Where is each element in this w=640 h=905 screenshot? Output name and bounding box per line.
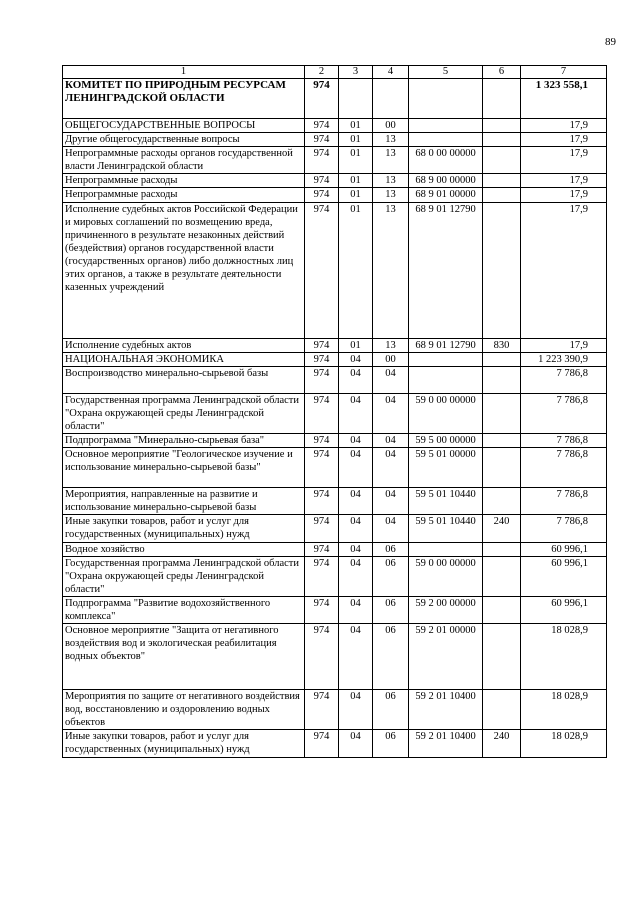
row-name: Непрограммные расходы органов государственной власти Ленинградской области bbox=[63, 147, 305, 174]
row-subsection-code: 00 bbox=[373, 119, 409, 133]
table-row bbox=[63, 188, 607, 202]
row-ved-code: 974 bbox=[305, 338, 339, 352]
row-expense-type bbox=[483, 366, 521, 393]
table-header-row bbox=[63, 66, 607, 79]
table-row bbox=[63, 79, 607, 119]
row-target-code: 59 5 01 10440 bbox=[409, 488, 483, 515]
row-ved-code: 974 bbox=[305, 542, 339, 556]
row-section-code: 04 bbox=[339, 434, 373, 448]
row-amount: 60 996,1 bbox=[521, 542, 607, 556]
row-section-code: 04 bbox=[339, 488, 373, 515]
table-row bbox=[63, 596, 607, 623]
row-expense-type bbox=[483, 174, 521, 188]
row-target-code: 68 9 01 00000 bbox=[409, 188, 483, 202]
row-target-code: 68 0 00 00000 bbox=[409, 147, 483, 174]
row-expense-type bbox=[483, 202, 521, 338]
row-ved-code: 974 bbox=[305, 188, 339, 202]
row-name: Водное хозяйство bbox=[63, 542, 305, 556]
row-subsection-code: 13 bbox=[373, 338, 409, 352]
table-row bbox=[63, 174, 607, 188]
row-expense-type bbox=[483, 624, 521, 690]
row-subsection-code: 04 bbox=[373, 434, 409, 448]
row-expense-type bbox=[483, 596, 521, 623]
table-row bbox=[63, 133, 607, 147]
table-row bbox=[63, 542, 607, 556]
row-amount: 17,9 bbox=[521, 202, 607, 338]
budget-table-body bbox=[63, 66, 607, 758]
row-section-code: 04 bbox=[339, 542, 373, 556]
column-header-5: 5 bbox=[409, 66, 483, 79]
row-amount: 60 996,1 bbox=[521, 596, 607, 623]
column-header-2: 2 bbox=[305, 66, 339, 79]
row-expense-type bbox=[483, 79, 521, 119]
row-target-code bbox=[409, 366, 483, 393]
row-amount: 7 786,8 bbox=[521, 366, 607, 393]
row-name: Другие общегосударственные вопросы bbox=[63, 133, 305, 147]
row-name: ОБЩЕГОСУДАРСТВЕННЫЕ ВОПРОСЫ bbox=[63, 119, 305, 133]
row-subsection-code: 04 bbox=[373, 515, 409, 542]
row-expense-type bbox=[483, 434, 521, 448]
row-target-code bbox=[409, 119, 483, 133]
row-name: Исполнение судебных актов Российской Федерации и мировых соглашений по возмещению вреда, причиненного в результате незаконных действий (бездействия) органов государственной власти (государственных органов) либо должностных лиц этих органов, а также в результате деятельности казенных учреждений bbox=[63, 202, 305, 338]
row-subsection-code: 13 bbox=[373, 202, 409, 338]
row-ved-code: 974 bbox=[305, 596, 339, 623]
row-amount: 7 786,8 bbox=[521, 488, 607, 515]
row-ved-code: 974 bbox=[305, 393, 339, 433]
row-amount: 60 996,1 bbox=[521, 556, 607, 596]
row-name: Исполнение судебных актов bbox=[63, 338, 305, 352]
row-name: Государственная программа Ленинградской области "Охрана окружающей среды Ленинградской области" bbox=[63, 393, 305, 433]
row-name: Государственная программа Ленинградской области "Охрана окружающей среды Ленинградской области" bbox=[63, 556, 305, 596]
row-section-code: 01 bbox=[339, 202, 373, 338]
row-ved-code: 974 bbox=[305, 488, 339, 515]
row-target-code: 59 0 00 00000 bbox=[409, 393, 483, 433]
row-expense-type bbox=[483, 147, 521, 174]
row-subsection-code: 13 bbox=[373, 188, 409, 202]
budget-table bbox=[62, 65, 607, 758]
table-row bbox=[63, 119, 607, 133]
row-name: НАЦИОНАЛЬНАЯ ЭКОНОМИКА bbox=[63, 352, 305, 366]
row-subsection-code: 13 bbox=[373, 147, 409, 174]
row-subsection-code: 06 bbox=[373, 542, 409, 556]
column-header-1: 1 bbox=[63, 66, 305, 79]
row-target-code: 68 9 01 12790 bbox=[409, 338, 483, 352]
row-amount: 18 028,9 bbox=[521, 730, 607, 757]
row-name: Непрограммные расходы bbox=[63, 174, 305, 188]
row-ved-code: 974 bbox=[305, 174, 339, 188]
row-expense-type bbox=[483, 542, 521, 556]
row-amount: 18 028,9 bbox=[521, 624, 607, 690]
row-target-code bbox=[409, 352, 483, 366]
row-expense-type: 240 bbox=[483, 730, 521, 757]
row-subsection-code: 06 bbox=[373, 690, 409, 730]
row-section-code: 01 bbox=[339, 133, 373, 147]
row-section-code: 01 bbox=[339, 147, 373, 174]
table-row bbox=[63, 690, 607, 730]
row-ved-code: 974 bbox=[305, 133, 339, 147]
row-ved-code: 974 bbox=[305, 434, 339, 448]
row-target-code: 68 9 00 00000 bbox=[409, 174, 483, 188]
row-ved-code: 974 bbox=[305, 690, 339, 730]
row-target-code bbox=[409, 542, 483, 556]
row-ved-code: 974 bbox=[305, 352, 339, 366]
row-subsection-code: 04 bbox=[373, 448, 409, 488]
row-section-code: 04 bbox=[339, 596, 373, 623]
row-name: Иные закупки товаров, работ и услуг для государственных (муниципальных) нужд bbox=[63, 515, 305, 542]
row-amount: 18 028,9 bbox=[521, 690, 607, 730]
row-name: Иные закупки товаров, работ и услуг для государственных (муниципальных) нужд bbox=[63, 730, 305, 757]
row-section-code: 04 bbox=[339, 624, 373, 690]
table-row bbox=[63, 147, 607, 174]
row-subsection-code: 04 bbox=[373, 488, 409, 515]
row-amount: 17,9 bbox=[521, 133, 607, 147]
row-expense-type bbox=[483, 690, 521, 730]
column-header-3: 3 bbox=[339, 66, 373, 79]
row-expense-type: 830 bbox=[483, 338, 521, 352]
row-name: Мероприятия по защите от негативного воздействия вод, восстановлению и оздоровлению водных объектов bbox=[63, 690, 305, 730]
row-section-code: 01 bbox=[339, 188, 373, 202]
row-ved-code: 974 bbox=[305, 730, 339, 757]
column-header-7: 7 bbox=[521, 66, 607, 79]
column-header-4: 4 bbox=[373, 66, 409, 79]
row-amount: 7 786,8 bbox=[521, 393, 607, 433]
row-ved-code: 974 bbox=[305, 79, 339, 119]
table-row bbox=[63, 202, 607, 338]
column-header-6: 6 bbox=[483, 66, 521, 79]
row-subsection-code: 06 bbox=[373, 596, 409, 623]
row-target-code: 59 0 00 00000 bbox=[409, 556, 483, 596]
row-subsection-code: 06 bbox=[373, 730, 409, 757]
table-row bbox=[63, 434, 607, 448]
row-subsection-code bbox=[373, 79, 409, 119]
row-section-code: 04 bbox=[339, 366, 373, 393]
row-subsection-code: 06 bbox=[373, 556, 409, 596]
row-ved-code: 974 bbox=[305, 556, 339, 596]
row-section-code: 01 bbox=[339, 174, 373, 188]
row-target-code: 59 5 01 00000 bbox=[409, 448, 483, 488]
row-expense-type bbox=[483, 393, 521, 433]
row-expense-type: 240 bbox=[483, 515, 521, 542]
row-subsection-code: 00 bbox=[373, 352, 409, 366]
row-target-code: 59 2 01 10400 bbox=[409, 690, 483, 730]
row-amount: 17,9 bbox=[521, 338, 607, 352]
row-amount: 17,9 bbox=[521, 147, 607, 174]
row-expense-type bbox=[483, 119, 521, 133]
row-target-code: 59 2 01 10400 bbox=[409, 730, 483, 757]
row-expense-type bbox=[483, 352, 521, 366]
row-name: Основное мероприятие "Защита от негативного воздействия вод и экологическая реабилитация водных объектов" bbox=[63, 624, 305, 690]
row-amount: 1 223 390,9 bbox=[521, 352, 607, 366]
row-expense-type bbox=[483, 188, 521, 202]
table-row bbox=[63, 556, 607, 596]
row-subsection-code: 13 bbox=[373, 133, 409, 147]
row-name: Мероприятия, направленные на развитие и использование минерально-сырьевой базы bbox=[63, 488, 305, 515]
row-name: Подпрограмма "Минерально-сырьевая база" bbox=[63, 434, 305, 448]
row-section-code: 04 bbox=[339, 730, 373, 757]
row-ved-code: 974 bbox=[305, 202, 339, 338]
row-ved-code: 974 bbox=[305, 515, 339, 542]
row-section-code: 04 bbox=[339, 515, 373, 542]
row-amount: 7 786,8 bbox=[521, 448, 607, 488]
row-subsection-code: 04 bbox=[373, 366, 409, 393]
row-name: КОМИТЕТ ПО ПРИРОДНЫМ РЕСУРСАМ ЛЕНИНГРАДСКОЙ ОБЛАСТИ bbox=[63, 79, 305, 119]
row-section-code: 04 bbox=[339, 448, 373, 488]
row-section-code bbox=[339, 79, 373, 119]
row-section-code: 04 bbox=[339, 393, 373, 433]
table-row bbox=[63, 488, 607, 515]
row-expense-type bbox=[483, 448, 521, 488]
row-subsection-code: 06 bbox=[373, 624, 409, 690]
row-target-code: 59 2 00 00000 bbox=[409, 596, 483, 623]
table-row bbox=[63, 624, 607, 690]
row-amount: 7 786,8 bbox=[521, 515, 607, 542]
row-target-code bbox=[409, 79, 483, 119]
row-target-code: 59 2 01 00000 bbox=[409, 624, 483, 690]
row-expense-type bbox=[483, 133, 521, 147]
row-ved-code: 974 bbox=[305, 147, 339, 174]
table-row bbox=[63, 338, 607, 352]
row-target-code: 59 5 01 10440 bbox=[409, 515, 483, 542]
table-row bbox=[63, 448, 607, 488]
row-expense-type bbox=[483, 556, 521, 596]
row-subsection-code: 13 bbox=[373, 174, 409, 188]
row-section-code: 01 bbox=[339, 119, 373, 133]
row-amount: 17,9 bbox=[521, 174, 607, 188]
row-ved-code: 974 bbox=[305, 624, 339, 690]
row-target-code: 59 5 00 00000 bbox=[409, 434, 483, 448]
row-target-code bbox=[409, 133, 483, 147]
page-number: 89 bbox=[605, 36, 616, 48]
table-row bbox=[63, 393, 607, 433]
row-ved-code: 974 bbox=[305, 366, 339, 393]
table-row bbox=[63, 352, 607, 366]
row-name: Непрограммные расходы bbox=[63, 188, 305, 202]
row-amount: 17,9 bbox=[521, 119, 607, 133]
row-expense-type bbox=[483, 488, 521, 515]
table-row bbox=[63, 515, 607, 542]
row-name: Основное мероприятие "Геологическое изучение и использование минерально-сырьевой базы" bbox=[63, 448, 305, 488]
row-amount: 7 786,8 bbox=[521, 434, 607, 448]
table-row bbox=[63, 730, 607, 757]
row-subsection-code: 04 bbox=[373, 393, 409, 433]
table-row bbox=[63, 366, 607, 393]
row-section-code: 04 bbox=[339, 352, 373, 366]
row-name: Воспроизводство минерально-сырьевой базы bbox=[63, 366, 305, 393]
row-name: Подпрограмма "Развитие водохозяйственного комплекса" bbox=[63, 596, 305, 623]
row-section-code: 04 bbox=[339, 690, 373, 730]
row-section-code: 01 bbox=[339, 338, 373, 352]
row-amount: 1 323 558,1 bbox=[521, 79, 607, 119]
row-ved-code: 974 bbox=[305, 119, 339, 133]
row-target-code: 68 9 01 12790 bbox=[409, 202, 483, 338]
row-ved-code: 974 bbox=[305, 448, 339, 488]
row-section-code: 04 bbox=[339, 556, 373, 596]
row-amount: 17,9 bbox=[521, 188, 607, 202]
